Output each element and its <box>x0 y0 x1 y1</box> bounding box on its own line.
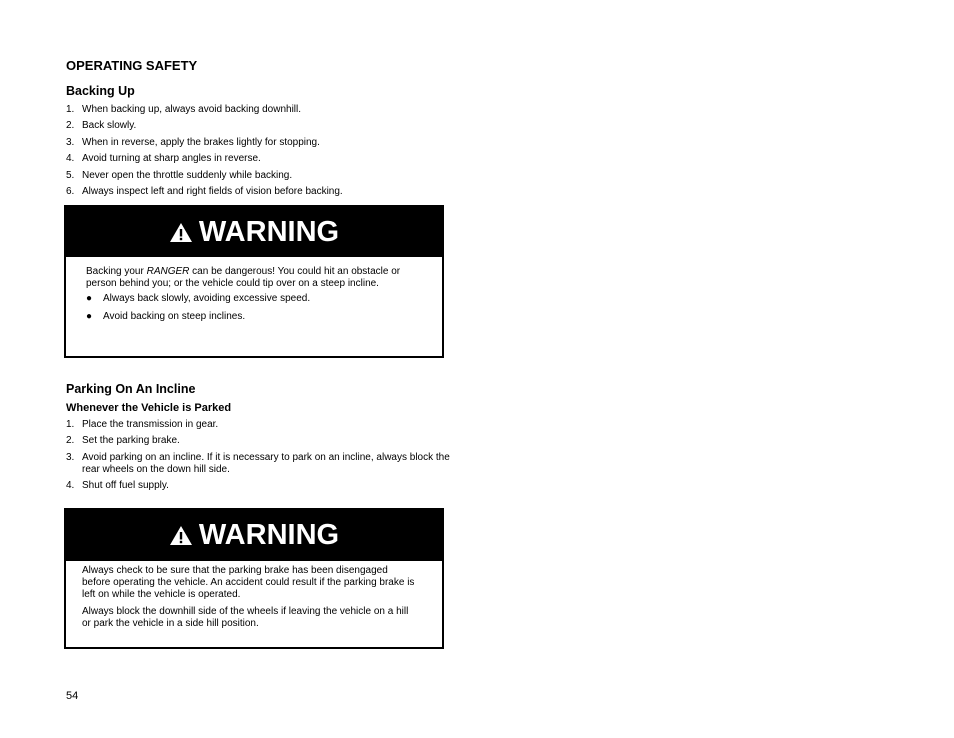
list-item: 1. Place the transmission in gear. <box>66 419 219 430</box>
warning-box-backing <box>64 205 444 358</box>
parking-subheading: Whenever the Vehicle is Parked <box>66 402 232 414</box>
section-title: OPERATING SAFETY <box>66 58 198 73</box>
warning-bullet: ● Always back slowly, avoiding excessive speed. <box>86 293 311 304</box>
parking-steps-list <box>66 419 450 494</box>
warning-title: WARNING <box>198 215 340 248</box>
list-item: 3. Avoid parking on an incline. If it is necessary to park on an incline, always block the rear wheels on the down hill side. <box>66 452 450 476</box>
warning-header <box>66 207 442 257</box>
warning-header <box>66 510 442 561</box>
product-name: RANGER <box>146 266 190 277</box>
list-item: 4. Avoid turning at sharp angles in reverse. <box>66 153 261 165</box>
bullet-dot-icon: ● <box>86 311 93 322</box>
warning-triangle-icon <box>169 525 193 546</box>
parking-heading: Parking On An Incline <box>66 382 196 396</box>
warning-body <box>66 257 442 323</box>
page-number: 54 <box>66 690 79 702</box>
list-item: 2. Set the parking brake. <box>66 435 180 447</box>
warning-title: WARNING <box>198 519 340 551</box>
list-item: 3. When in reverse, apply the brakes lightly for stopping. <box>66 136 320 148</box>
warning-text: Backing your RANGER can be dangerous! You could hit an obstacle or person behind you; or the vehicle could tip over on a steep incline. <box>86 266 401 289</box>
list-item: 4. Shut off fuel supply. <box>66 480 169 492</box>
list-item: 1. When backing up, always avoid backing downhill. <box>66 104 302 115</box>
list-item: 6. Always inspect left and right fields of vision before backing. <box>66 185 343 197</box>
warning-paragraph: Always block the downhill side of the wheels if leaving the vehicle on a hill or park the vehicle in a side hill position. <box>82 606 409 629</box>
list-item: 2. Back slowly. <box>66 120 137 132</box>
warning-box-parking <box>64 508 444 649</box>
warning-triangle-icon <box>169 222 193 243</box>
backing-steps-list <box>66 104 343 202</box>
backing-up-heading: Backing Up <box>66 84 135 98</box>
warning-bullet: ● Avoid backing on steep inclines. <box>86 311 246 322</box>
bullet-dot-icon: ● <box>86 293 93 304</box>
warning-paragraph: Always check to be sure that the parking brake has been disengaged before operating the vehicle. An accident could result if the parking brake is left on while the vehicle is operated. <box>82 565 415 600</box>
warning-body <box>66 561 442 630</box>
list-item: 5. Never open the throttle suddenly while backing. <box>66 169 293 181</box>
